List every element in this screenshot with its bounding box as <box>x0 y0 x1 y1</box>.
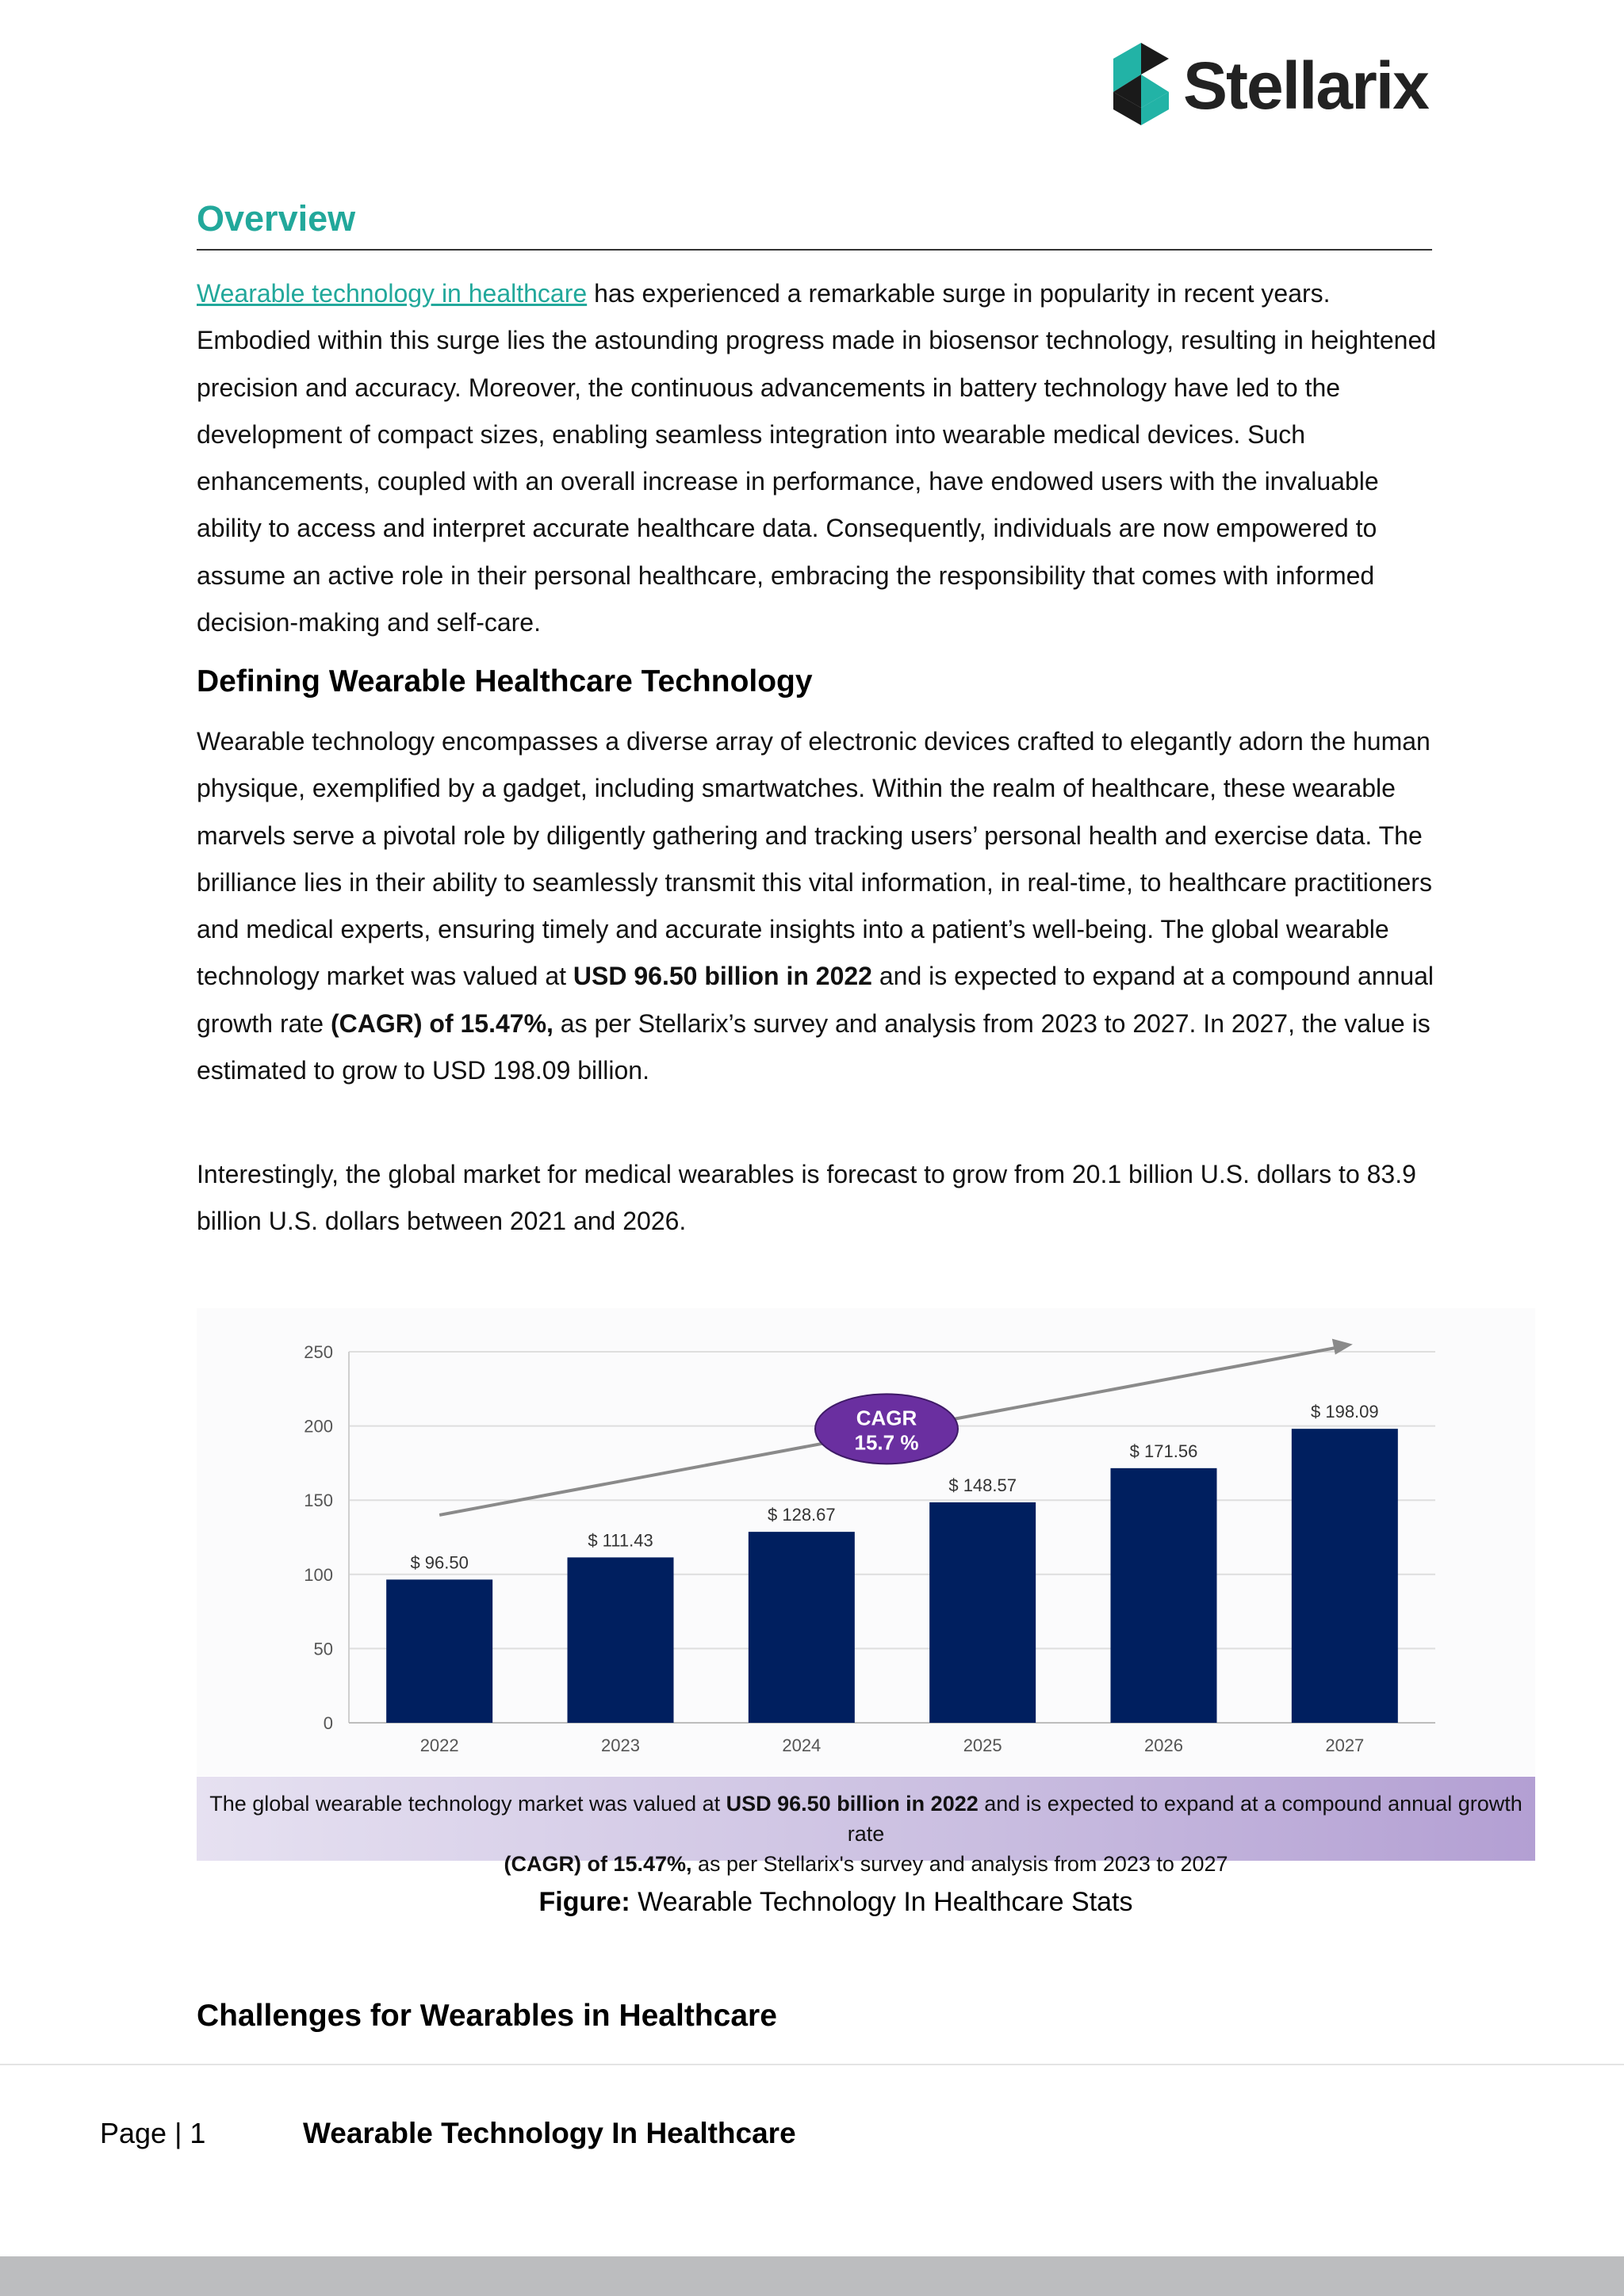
footer-divider <box>0 2064 1624 2065</box>
wearable-tech-link[interactable]: Wearable technology in healthcare <box>197 279 588 308</box>
footer-page-number: Page | 1 <box>100 2117 206 2149</box>
market-value-highlight: USD 96.50 billion in 2022 <box>573 962 872 991</box>
overview-heading: Overview <box>197 198 356 239</box>
footer-document-title: Wearable Technology In Healthcare <box>303 2117 796 2149</box>
bar <box>386 1579 492 1723</box>
x-tick-label: 2022 <box>419 1735 459 1755</box>
cagr-value: 15.7 % <box>854 1430 919 1455</box>
stellarix-logo-icon <box>1113 43 1169 125</box>
chart-caption-banner: The global wearable technology market was valued at USD 96.50 billion in 2022 and is expected to expand at a compound annual growth rate (CAGR) of 15.47%, as per Stellarix's survey and analysis from 2023 to 2027 <box>197 1777 1535 1861</box>
overview-text: has experienced a remarkable surge in popularity in recent years. Embodied within this surge lies the astounding progress made in biosensor technology, resulting in heightened precision and accuracy. Moreover, the continuous advancements in battery technology have led to the development of compact sizes, enabling seamless integration into wearable medical devices. Such enhancements, coupled with an overall increase in performance, have endowed users with the invaluable ability to access and interpret accurate healthcare data. Consequently, individuals are now empowered to assume an active role in their personal healthcare, embracing the responsibility that comes with informed decision-making and self-care. <box>197 279 1437 637</box>
chart-svg <box>197 1308 1535 1776</box>
x-tick-label: 2024 <box>782 1735 822 1755</box>
y-tick-label: 50 <box>313 1639 333 1659</box>
bar-data-label: $ 171.56 <box>1129 1441 1198 1461</box>
cagr-label: CAGR <box>856 1406 917 1430</box>
market-bar-chart <box>197 1308 1535 1776</box>
x-tick-label: 2023 <box>601 1735 640 1755</box>
heading-divider <box>197 249 1432 251</box>
y-tick-label: 150 <box>304 1490 333 1511</box>
page-gap-band <box>0 2256 1624 2296</box>
defining-paragraph: Wearable technology encompasses a diverse array of electronic devices crafted to elegantly adorn the human physique, exemplified by a gadget, including smartwatches. Within the realm of healthcare, these wearable marvels serve a pivotal role by diligently gathering and tracking users’ personal health and exercise data. The brilliance lies in their ability to seamlessly transmit this vital information, in real-time, to healthcare practitioners and medical experts, ensuring timely and accurate insights into a patient’s well-being. The global wearable technology market was valued at USD 96.50 billion in 2022 and is expected to expand at a compound annual growth rate (CAGR) of 15.47%, as per Stellarix’s survey and analysis from 2023 to 2027. In 2027, the value is estimated to grow to USD 198.09 billion. <box>197 727 1434 1085</box>
bar <box>568 1557 674 1723</box>
challenges-heading: Challenges for Wearables in Healthcare <box>197 1999 777 2033</box>
brand-name: Stellarix <box>1183 48 1428 123</box>
cagr-highlight: (CAGR) of 15.47%, <box>330 1008 553 1038</box>
defining-heading: Defining Wearable Healthcare Technology <box>197 664 813 698</box>
bar <box>1292 1429 1398 1723</box>
x-tick-label: 2027 <box>1325 1735 1365 1755</box>
x-tick-label: 2025 <box>963 1735 1002 1755</box>
bar-data-label: $ 198.09 <box>1311 1402 1379 1422</box>
bar <box>929 1502 1036 1723</box>
figure-caption <box>197 1882 1475 1922</box>
y-tick-label: 250 <box>304 1342 333 1362</box>
x-tick-label: 2026 <box>1144 1735 1183 1755</box>
bar-data-label: $ 96.50 <box>410 1552 469 1573</box>
brand-logo <box>1113 43 1431 125</box>
y-tick-label: 0 <box>323 1713 333 1733</box>
medical-wearables-paragraph: Interestingly, the global market for medical wearables is forecast to grow from 20.1 billion U.S. dollars to 83.9 billion U.S. dollars between 2021 and 2026. <box>197 1160 1416 1236</box>
bar-data-label: $ 128.67 <box>768 1505 836 1525</box>
figure-label: Figure: <box>538 1887 630 1917</box>
y-tick-label: 100 <box>304 1564 333 1585</box>
y-tick-label: 200 <box>304 1416 333 1437</box>
bar-data-label: $ 111.43 <box>588 1530 653 1551</box>
bar <box>1111 1468 1217 1723</box>
bar <box>749 1532 855 1723</box>
figure-text: Wearable Technology In Healthcare Stats <box>630 1887 1133 1917</box>
overview-paragraph <box>197 270 1442 646</box>
bar-data-label: $ 148.57 <box>948 1475 1017 1495</box>
